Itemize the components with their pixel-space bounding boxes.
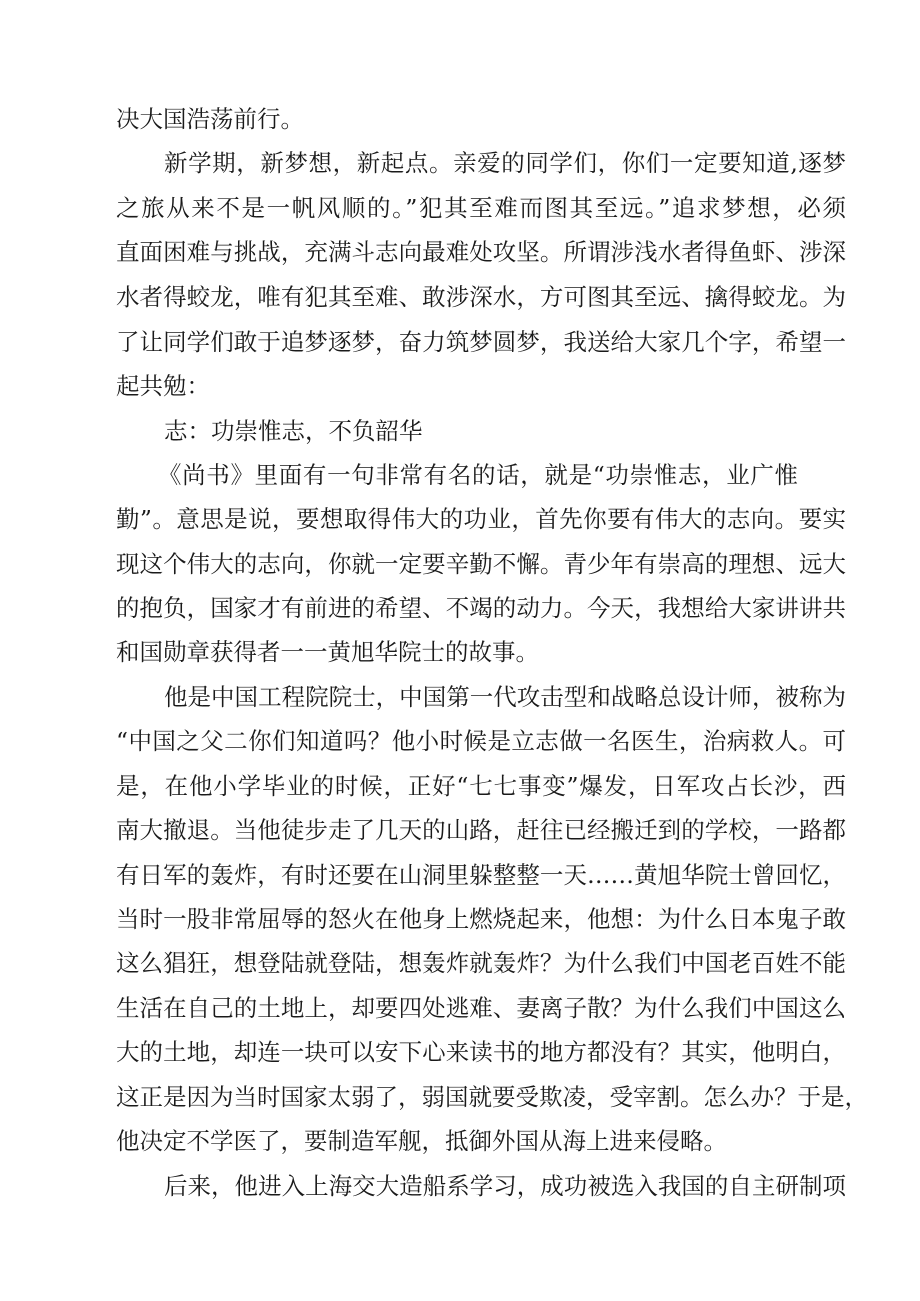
text-line: 直面困难与挑战，充满斗志向最难处攻坚。所谓涉浅水者得鱼虾、涉深	[116, 238, 846, 266]
text-line: 生活在自己的土地上，却要四处逃难、妻离子散？为什么我们中国这么	[116, 994, 846, 1022]
text-line: 和国勋章获得者一一黄旭华院士的故事。	[116, 638, 539, 666]
text-line: 这正是因为当时国家太弱了，弱国就要受欺凌，受宰割。怎么办？于是，	[116, 1083, 868, 1111]
text-line: 有日军的轰炸，有时还要在山洞里躲整整一天……黄旭华院士曾回忆，	[116, 861, 846, 889]
paragraph-start-line: 后来，他进入上海交大造船系学习，成功被选入我国的自主研制项	[164, 1172, 846, 1200]
paragraph-start-line: 《尚书》里面有一句非常有名的话，就是“功崇惟志，业广惟	[158, 461, 798, 489]
text-line: 他决定不学医了，要制造军舰，抵御外国从海上进来侵略。	[116, 1127, 727, 1155]
section-heading: 志：功崇惟志，不负韶华	[164, 417, 423, 445]
text-line: 是，在他小学毕业的时候，正好“七七事变”爆发，日军攻占长沙，西	[116, 772, 846, 800]
text-line: 之旅从来不是一帆风顺的。”犯其至难而图其至远。”追求梦想，必须	[116, 194, 846, 222]
paragraph-start-line: 新学期，新梦想，新起点。亲爱的同学们，你们一定要知道,逐梦	[164, 149, 846, 177]
text-line: 大的土地，却连一块可以安下心来读书的地方都没有？其实，他明白，	[116, 1038, 846, 1066]
text-line: 当时一股非常屈辱的怒火在他身上燃烧起来，他想：为什么日本鬼子敢	[116, 905, 846, 933]
text-line: 勤”。意思是说，要想取得伟大的功业，首先你要有伟大的志向。要实	[116, 505, 846, 533]
text-line: 了让同学们敢于追梦逐梦，奋力筑梦圆梦，我送给大家几个字，希望一	[116, 328, 846, 356]
text-line: 的抱负，国家才有前进的希望、不竭的动力。今天，我想给大家讲讲共	[116, 594, 846, 622]
text-line: 起共勉：	[116, 372, 210, 400]
text-line: 南大撤退。当他徒步走了几天的山路，赶往已经搬迁到的学校，一路都	[116, 816, 846, 844]
text-line: 这么猖狂，想登陆就登陆，想轰炸就轰炸？为什么我们中国老百姓不能	[116, 949, 846, 977]
text-line: 现这个伟大的志向，你就一定要辛勤不懈。青少年有崇高的理想、远大	[116, 550, 846, 578]
text-line: 水者得蛟龙，唯有犯其至难、敢涉深水，方可图其至远、擒得蛟龙。为	[116, 283, 846, 311]
text-line: “中国之父二你们知道吗？他小时候是立志做一名医生，治病救人。可	[116, 727, 846, 755]
text-line: 决大国浩荡前行。	[116, 105, 304, 133]
paragraph-start-line: 他是中国工程院院士，中国第一代攻击型和战略总设计师，被称为	[164, 683, 846, 711]
